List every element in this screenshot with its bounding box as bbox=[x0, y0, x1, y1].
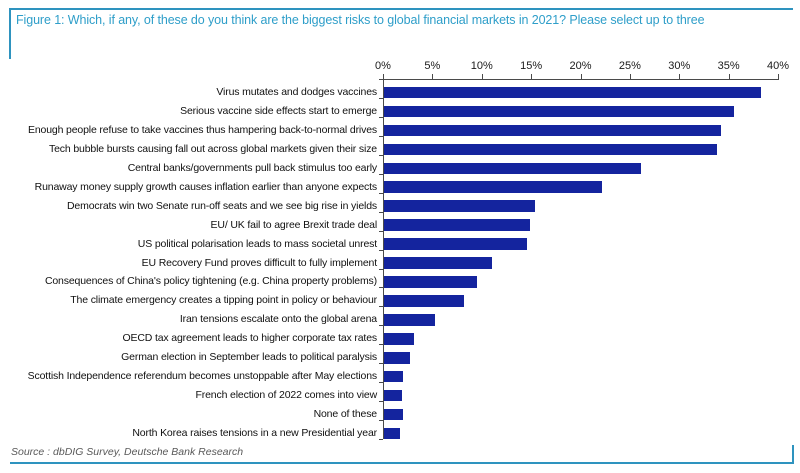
y-axis-tick bbox=[379, 269, 383, 270]
figure-title: Figure 1: Which, if any, of these do you think are the biggest risks to global financial markets in 2021? Please select up to three bbox=[16, 13, 705, 27]
category-label: French election of 2022 comes into view bbox=[195, 389, 377, 402]
y-axis-tick bbox=[379, 344, 383, 345]
y-axis-tick bbox=[379, 250, 383, 251]
category-label: Iran tensions escalate onto the global arena bbox=[179, 313, 377, 326]
bar bbox=[384, 144, 717, 156]
y-axis-tick bbox=[379, 136, 383, 137]
y-axis-tick bbox=[379, 79, 383, 80]
frame-right-stub bbox=[792, 445, 794, 464]
x-axis-line bbox=[383, 79, 779, 80]
category-label: None of these bbox=[313, 408, 377, 421]
category-label: Scottish Independence referendum becomes unstoppable after May elections bbox=[27, 370, 377, 383]
x-axis-tick-label: 30% bbox=[668, 60, 691, 72]
y-axis-tick bbox=[379, 98, 383, 99]
bar bbox=[384, 314, 435, 326]
y-axis-tick bbox=[379, 231, 383, 232]
category-label: Democrats win two Senate run-off seats and we see big rise in yields bbox=[66, 199, 377, 212]
bar bbox=[384, 428, 400, 440]
y-axis-tick bbox=[379, 382, 383, 383]
category-label: Runaway money supply growth causes inflation earlier than anyone expects bbox=[34, 180, 377, 193]
x-axis-tick-label: 25% bbox=[618, 60, 641, 72]
bar bbox=[384, 409, 403, 421]
frame-left-border bbox=[9, 8, 11, 59]
category-label: Tech bubble bursts causing fall out across global markets given their size bbox=[49, 142, 377, 155]
bar bbox=[384, 219, 530, 231]
category-label: OECD tax agreement leads to higher corporate tax rates bbox=[122, 332, 377, 345]
category-label: EU Recovery Fund proves difficult to fully implement bbox=[141, 256, 377, 269]
x-axis-tick-label: 40% bbox=[766, 60, 790, 72]
frame-top-border bbox=[9, 8, 793, 10]
category-label: The climate emergency creates a tipping point in policy or behaviour bbox=[70, 294, 377, 307]
category-label: Serious vaccine side effects start to emerge bbox=[180, 104, 377, 117]
y-axis-tick bbox=[379, 287, 383, 288]
y-axis-tick bbox=[379, 401, 383, 402]
frame-bottom-border bbox=[10, 462, 794, 464]
bar bbox=[384, 352, 410, 364]
bar bbox=[384, 333, 414, 345]
category-label: Consequences of China's policy tightening (e.g. China property problems) bbox=[44, 275, 377, 288]
y-axis-tick bbox=[379, 363, 383, 364]
category-label: North Korea raises tensions in a new Presidential year bbox=[132, 427, 377, 440]
y-axis-tick bbox=[379, 325, 383, 326]
bar bbox=[384, 200, 535, 212]
y-axis-tick bbox=[379, 155, 383, 156]
category-label: US political polarisation leads to mass societal unrest bbox=[137, 237, 377, 250]
y-axis-tick bbox=[379, 420, 383, 421]
bar bbox=[384, 106, 734, 118]
category-label: German election in September leads to political paralysis bbox=[121, 351, 377, 364]
bar bbox=[384, 295, 464, 307]
bar bbox=[384, 276, 477, 288]
bar bbox=[384, 181, 602, 193]
bar bbox=[384, 371, 403, 383]
bar bbox=[384, 125, 721, 137]
x-axis-tick-label: 20% bbox=[569, 60, 592, 72]
category-label: EU/ UK fail to agree Brexit trade deal bbox=[210, 218, 377, 231]
y-axis-tick bbox=[379, 193, 383, 194]
x-axis-tick-label: 0% bbox=[375, 60, 391, 72]
x-axis-tick-label: 5% bbox=[424, 60, 441, 72]
source-note: Source : dbDIG Survey, Deutsche Bank Research bbox=[11, 446, 244, 458]
bar bbox=[384, 390, 402, 402]
x-axis-tick-label: 35% bbox=[717, 60, 740, 72]
category-label: Virus mutates and dodges vaccines bbox=[216, 85, 377, 98]
y-axis-tick bbox=[379, 306, 383, 307]
y-axis-tick bbox=[379, 174, 383, 175]
x-axis-tick-label: 10% bbox=[470, 60, 493, 72]
bar bbox=[384, 87, 761, 99]
y-axis-tick bbox=[379, 212, 383, 213]
category-label: Central banks/governments pull back stimulus too early bbox=[127, 161, 377, 174]
category-label: Enough people refuse to take vaccines thus hampering back-to-normal drives bbox=[27, 123, 377, 136]
bar bbox=[384, 163, 641, 175]
y-axis-tick bbox=[379, 439, 383, 440]
x-axis-tick-label: 15% bbox=[520, 60, 543, 72]
y-axis-tick bbox=[379, 117, 383, 118]
bar bbox=[384, 257, 492, 269]
bar bbox=[384, 238, 527, 250]
